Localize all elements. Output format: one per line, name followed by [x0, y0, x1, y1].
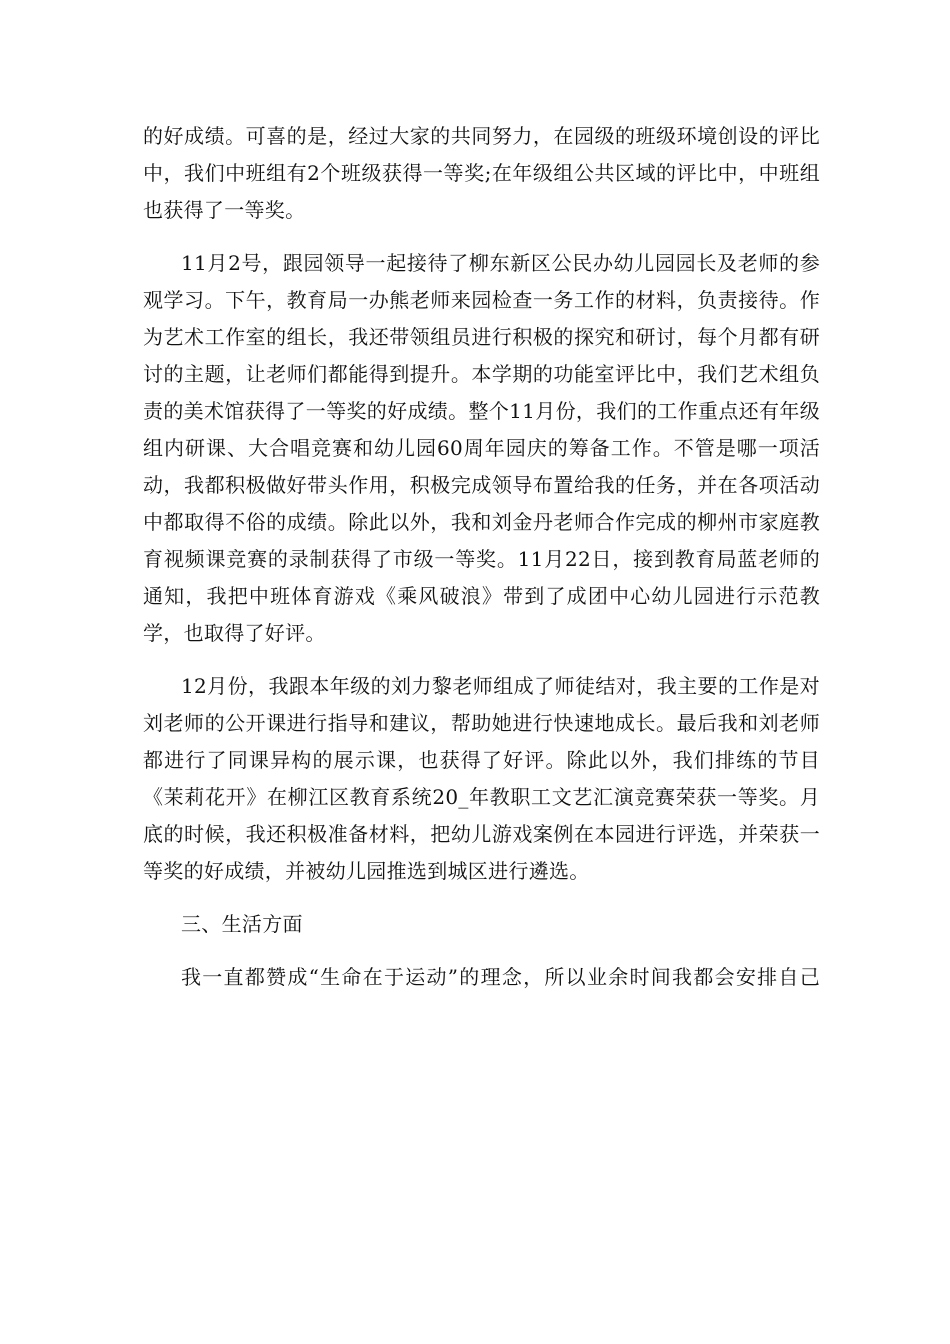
paragraph-line: 都进行了同课异构的展示课，也获得了好评。除此以外，我们排练的节目 — [143, 748, 820, 772]
paragraph-line: 刘老师的公开课进行指导和建议，帮助她进行快速地成长。最后我和刘老师 — [143, 711, 820, 735]
document-body — [143, 118, 820, 996]
paragraph-line: 等奖的好成绩，并被幼儿园推选到城区进行遴选。 — [143, 859, 590, 883]
paragraph-line: 通知，我把中班体育游戏《乘风破浪》带到了成团中心幼儿园进行示范教 — [143, 584, 820, 608]
paragraph-line: 《茉莉花开》在柳江区教育系统20_年教职工文艺汇演竞赛荣获一等奖。月 — [143, 785, 820, 809]
paragraph-3 — [143, 668, 820, 890]
paragraph-line: 我一直都赞成“生命在于运动”的理念，所以业余时间我都会安排自己 — [181, 965, 820, 989]
paragraph-line: 也获得了一等奖。 — [143, 198, 306, 222]
paragraph-4 — [143, 959, 820, 996]
paragraph-line: 中，我们中班组有2个班级获得一等奖;在年级组公共区域的评比中，中班组 — [143, 161, 820, 185]
paragraph-line: 12月份，我跟本年级的刘力黎老师组成了师徒结对，我主要的工作是对 — [181, 674, 820, 698]
paragraph-line: 动，我都积极做好带头作用，积极完成领导布置给我的任务，并在各项活动 — [143, 473, 820, 497]
paragraph-1 — [143, 118, 820, 229]
paragraph-line: 的好成绩。可喜的是，经过大家的共同努力，在园级的班级环境创设的评比 — [143, 124, 820, 148]
paragraph-line: 学，也取得了好评。 — [143, 621, 326, 645]
paragraph-2 — [143, 245, 820, 652]
paragraph-line: 组内研课、大合唱竞赛和幼儿园60周年园庆的筹备工作。不管是哪一项活 — [143, 436, 820, 460]
section-heading — [143, 906, 820, 943]
paragraph-line: 责的美术馆获得了一等奖的好成绩。整个11月份，我们的工作重点还有年级 — [143, 399, 820, 423]
paragraph-line: 为艺术工作室的组长，我还带领组员进行积极的探究和研讨，每个月都有研 — [143, 325, 820, 349]
paragraph-line: 中都取得不俗的成绩。除此以外，我和刘金丹老师合作完成的柳州市家庭教 — [143, 510, 820, 534]
paragraph-line: 讨的主题，让老师们都能得到提升。本学期的功能室评比中，我们艺术组负 — [143, 362, 820, 386]
section-heading-text: 三、生活方面 — [181, 912, 303, 936]
paragraph-line: 观学习。下午，教育局一办熊老师来园检查一务工作的材料，负责接待。作 — [143, 288, 820, 312]
paragraph-line: 育视频课竞赛的录制获得了市级一等奖。11月22日，接到教育局蓝老师的 — [143, 547, 820, 571]
paragraph-line: 11月2号，跟园领导一起接待了柳东新区公民办幼儿园园长及老师的参 — [181, 251, 820, 275]
paragraph-line: 底的时候，我还积极准备材料，把幼儿游戏案例在本园进行评选，并荣获一 — [143, 822, 820, 846]
